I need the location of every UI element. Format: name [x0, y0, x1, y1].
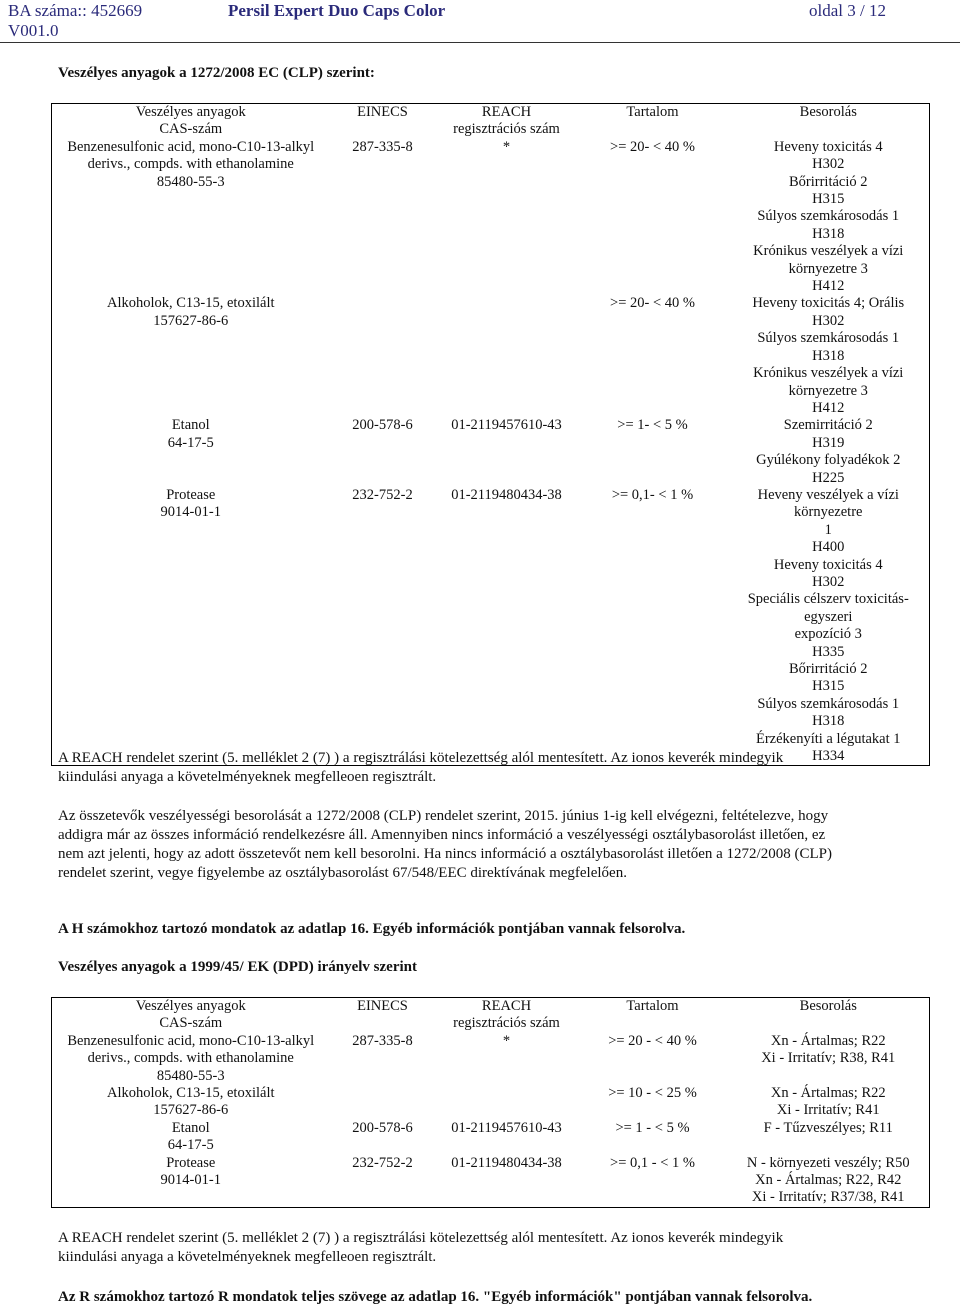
reach-note-2 — [58, 1229, 918, 1267]
content-cell: >= 20- < 40 % — [610, 295, 695, 312]
reach-note-1 — [58, 749, 918, 787]
header-substance-line: Veszélyes anyagok — [135, 998, 246, 1014]
classification-cell — [728, 1120, 930, 1155]
classification-line: H318 — [812, 225, 845, 242]
header-substance-line: Veszélyes anyagok — [135, 104, 246, 120]
classification-line: Xn - Ártalmas; R22, R42 — [755, 1172, 902, 1189]
table-row — [52, 1085, 930, 1120]
classification-line: H315 — [812, 191, 845, 208]
einecs-cell: 287-335-8 — [352, 138, 413, 155]
reach-cell — [436, 1085, 578, 1120]
classification-line: környezetre 3 — [788, 260, 868, 277]
clp-section-title: Veszélyes anyagok a 1272/2008 EC (CLP) szerint: — [58, 65, 375, 81]
substance-line: 85480-55-3 — [156, 1067, 225, 1084]
classification-cell — [728, 417, 930, 487]
clp-note-line: nem azt jelenti, hogy az adott összetevőt nem kell besorolni. Ha nincs információ a osztálybasorolást illetően a 1272/2008 (CLP) — [58, 846, 832, 862]
substance-line: Benzenesulfonic acid, mono-C10-13-alkyl — [67, 138, 315, 155]
einecs-cell: 200-578-6 — [352, 417, 413, 434]
substance-cell — [52, 1085, 330, 1120]
reach-cell: 01-2119457610-43 — [451, 1119, 562, 1136]
classification-line: H334 — [812, 748, 845, 765]
substance-line: 157627-86-6 — [153, 312, 229, 329]
clp-note-line: rendelet szerint, vegye figyelembe az osztálybasorolást 67/548/EEC direktívának megfelelően. — [58, 865, 627, 881]
page-number: oldal 3 / 12 — [809, 1, 886, 20]
substance-cell — [52, 417, 330, 487]
content-cell: >= 1 - < 5 % — [615, 1119, 690, 1136]
table-header-row — [52, 104, 930, 139]
version: V001.0 — [8, 21, 59, 40]
classification-line: Xi - Irritatív; R38, R41 — [761, 1050, 896, 1067]
classification-line: H335 — [812, 643, 845, 660]
classification-line: Speciális célszerv toxicitás-egyszeri — [747, 591, 909, 625]
content-cell: >= 10 - < 25 % — [608, 1085, 697, 1102]
header-reach-line: regisztrációs szám — [453, 1015, 560, 1032]
ba-number: BA száma:: 452669 — [8, 1, 143, 20]
classification-line: Bőrirritáció 2 — [788, 173, 868, 190]
header-class: Besorolás — [799, 104, 857, 120]
header-reach — [436, 998, 578, 1033]
classification-cell — [728, 1085, 930, 1120]
header-substance — [52, 104, 330, 139]
header-reach-line: REACH — [481, 998, 532, 1014]
classification-line: expozíció 3 — [794, 626, 862, 643]
dpd-section-title: Veszélyes anyagok a 1999/45/ EK (DPD) irányelv szerint — [58, 959, 417, 975]
classification-line: H315 — [812, 678, 845, 695]
reach-cell: * — [502, 1032, 511, 1049]
reach-cell — [436, 295, 578, 417]
classification-line: Krónikus veszélyek a vízi — [753, 365, 904, 382]
reach-note-2-line: A REACH rendelet szerint (5. melléklet 2 (7) ) a regisztrálási kötelezettség alól mentesített. Az ionos keverék mindegyik — [58, 1230, 784, 1246]
reach-note-2-line: kiindulási anyaga a követelményeknek megfelleoen regisztrált. — [58, 1249, 437, 1265]
header-class: Besorolás — [799, 998, 857, 1014]
clp-note — [58, 807, 918, 883]
classification-line: Szemirritáció 2 — [783, 417, 873, 434]
classification-cell — [728, 139, 930, 296]
classification-line: Súlyos szemkárosodás 1 — [757, 208, 900, 225]
table-row — [52, 1120, 930, 1155]
substance-cell — [52, 487, 330, 766]
header-content: Tartalom — [626, 104, 679, 120]
reach-note-1-line: kiindulási anyaga a követelményeknek megfelleoen regisztrált. — [58, 769, 437, 785]
reach-cell: * — [502, 138, 511, 155]
classification-line: N - környezeti veszély; R50 — [746, 1154, 910, 1171]
content-cell: >= 1- < 5 % — [617, 417, 688, 434]
table-header-row — [52, 998, 930, 1033]
substance-line: Protease — [166, 1154, 216, 1171]
classification-line: Xn - Ártalmas; R22 — [770, 1085, 886, 1102]
classification-line: H225 — [812, 469, 845, 486]
product-name: Persil Expert Duo Caps Color — [228, 1, 446, 20]
substance-line: Alkoholok, C13-15, etoxilált — [106, 1085, 275, 1102]
clp-note-line: Az összetevők veszélyességi besorolását a 1272/2008 (CLP) rendelet szerint, 2015. június 1-ig kell elvégezni, feltételezve, hogy — [58, 808, 829, 824]
einecs-cell — [330, 1085, 436, 1120]
einecs-cell: 200-578-6 — [352, 1119, 413, 1136]
einecs-cell: 232-752-2 — [352, 1154, 413, 1171]
einecs-cell: 232-752-2 — [352, 486, 413, 503]
classification-line: Bőrirritáció 2 — [788, 661, 868, 677]
header-substance-line: CAS-szám — [159, 121, 223, 138]
table-row — [52, 295, 930, 417]
classification-line: Xi - Irritatív; R41 — [776, 1102, 880, 1119]
classification-cell — [728, 295, 930, 417]
classification-line: Érzékenyíti a légutakat 1 — [755, 730, 901, 747]
classification-line: H319 — [812, 434, 845, 451]
reach-cell: 01-2119457610-43 — [451, 417, 562, 434]
dpd-table — [51, 997, 930, 1208]
classification-line: H302 — [812, 156, 845, 173]
substance-line: Etanol — [171, 417, 210, 434]
substance-cell — [52, 1033, 330, 1085]
page-header — [0, 0, 960, 43]
classification-cell — [728, 1033, 930, 1085]
classification-line: Heveny toxicitás 4 — [773, 556, 883, 573]
substance-line: 64-17-5 — [167, 1137, 214, 1154]
substance-line: 9014-01-1 — [160, 1172, 221, 1189]
classification-line: H302 — [812, 312, 845, 329]
table-row — [52, 417, 930, 487]
classification-line: Heveny toxicitás 4 — [773, 138, 883, 155]
classification-line: Súlyos szemkárosodás 1 — [757, 695, 900, 712]
classification-line: H412 — [812, 278, 845, 295]
content-cell: >= 0,1 - < 1 % — [610, 1154, 695, 1171]
substance-line: 157627-86-6 — [153, 1102, 229, 1119]
r-sentences-note: Az R számokhoz tartozó R mondatok teljes szövege az adatlap 16. "Egyéb információk" pontjában vannak felsorolva. — [58, 1289, 813, 1305]
classification-cell — [728, 1155, 930, 1208]
substance-line: 85480-55-3 — [156, 173, 225, 190]
classification-line: Heveny toxicitás 4; Orális — [752, 295, 905, 312]
classification-line: H400 — [812, 539, 845, 556]
header-content: Tartalom — [626, 998, 679, 1014]
einecs-cell: 287-335-8 — [352, 1032, 413, 1049]
substance-line: 64-17-5 — [167, 434, 214, 451]
classification-line: H318 — [812, 713, 845, 730]
classification-line: Súlyos szemkárosodás 1 — [757, 330, 900, 347]
header-reach-line: regisztrációs szám — [453, 121, 560, 138]
substance-line: 9014-01-1 — [160, 504, 221, 521]
reach-cell: 01-2119480434-38 — [451, 486, 562, 503]
classification-line: Heveny veszélyek a vízi környezetre — [757, 486, 899, 521]
substance-line: derivs., compds. with ethanolamine — [87, 156, 294, 173]
table-row — [52, 139, 930, 296]
table-row — [52, 1033, 930, 1085]
substance-cell — [52, 1120, 330, 1155]
header-substance-line: CAS-szám — [159, 1015, 223, 1032]
content-cell: >= 0,1- < 1 % — [611, 486, 694, 503]
substance-cell — [52, 139, 330, 296]
einecs-cell — [330, 295, 436, 417]
classification-line: Gyúlékony folyadékok 2 — [756, 452, 901, 469]
h-sentences-note: A H számokhoz tartozó mondatok az adatlap 16. Egyéb információk pontjában vannak felsorolva. — [58, 921, 686, 937]
classification-cell — [728, 487, 930, 766]
clp-note-line: addigra már az összes információ rendelkezésre áll. Amennyiben nincs információ a veszélyességi osztálybasorolást illetően, ez — [58, 827, 826, 843]
classification-line: H318 — [812, 347, 845, 364]
reach-cell: 01-2119480434-38 — [451, 1154, 562, 1171]
content-cell: >= 20 - < 40 % — [608, 1032, 697, 1049]
classification-line: Xn - Ártalmas; R22 — [770, 1032, 886, 1049]
classification-line: Xi - Irritatív; R37/38, R41 — [751, 1189, 905, 1206]
classification-line: Krónikus veszélyek a vízi — [753, 243, 904, 260]
reach-note-1-line: A REACH rendelet szerint (5. melléklet 2 (7) ) a regisztrálási kötelezettség alól mentesített. Az ionos keverék mindegyik — [58, 750, 784, 766]
classification-line: F - Tűzveszélyes; R11 — [763, 1119, 893, 1136]
header-reach-line: REACH — [481, 104, 532, 120]
table-row — [52, 487, 930, 766]
substance-cell — [52, 295, 330, 417]
substance-line: Benzenesulfonic acid, mono-C10-13-alkyl — [67, 1032, 315, 1049]
classification-line: H302 — [812, 573, 845, 590]
substance-cell — [52, 1155, 330, 1208]
header-einecs: EINECS — [357, 104, 408, 120]
header-reach — [436, 104, 578, 139]
substance-line: derivs., compds. with ethanolamine — [87, 1050, 294, 1067]
classification-line: környezetre 3 — [788, 382, 868, 399]
clp-table — [51, 103, 930, 766]
substance-line: Etanol — [171, 1119, 210, 1136]
table-row — [52, 1155, 930, 1208]
classification-line: 1 — [824, 521, 832, 538]
content-cell: >= 20- < 40 % — [610, 138, 695, 155]
header-einecs: EINECS — [357, 998, 408, 1014]
substance-line: Protease — [166, 486, 216, 503]
classification-line: H412 — [812, 399, 845, 416]
header-substance — [52, 998, 330, 1033]
substance-line: Alkoholok, C13-15, etoxilált — [106, 295, 275, 312]
